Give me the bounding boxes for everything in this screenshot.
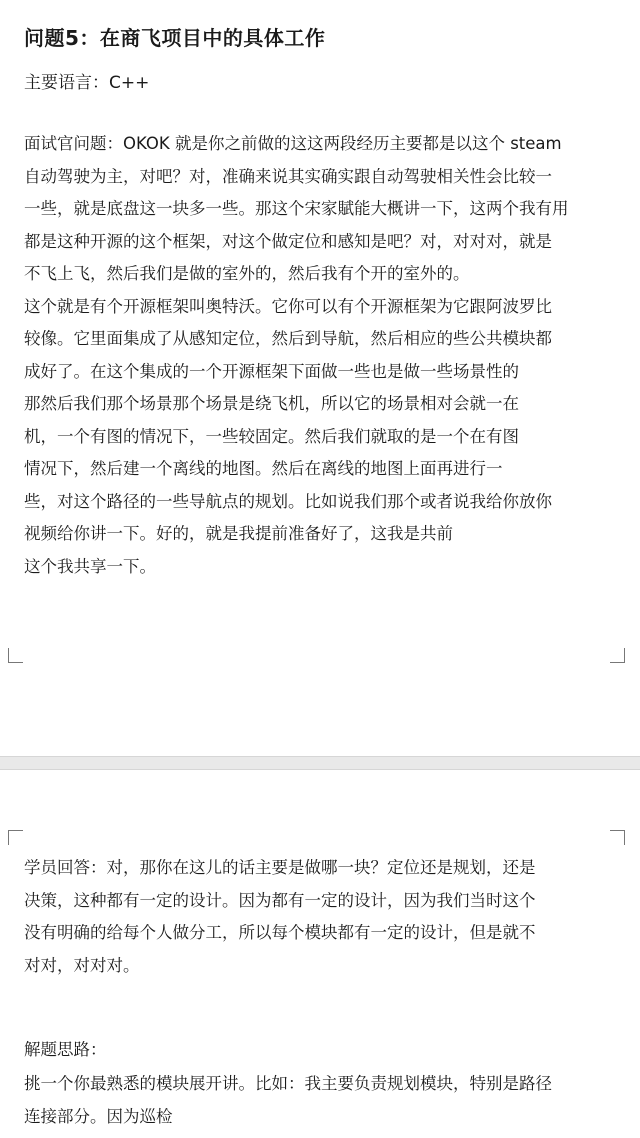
- text-line: 情况下，然后建一个离线的地图。然后在离线的地图上面再进行一: [24, 459, 503, 478]
- text-line: 学员回答：对，那你在这儿的话主要是做哪一块？定位还是规划，还是: [24, 858, 536, 877]
- solution-heading: 解题思路：: [24, 1040, 107, 1059]
- text-line: 些，对这个路径的一些导航点的规划。比如说我们那个或者说我给你放你: [24, 491, 552, 511]
- text-line: 不飞上飞，然后我们是做的室外的，然后我有个开的室外的。: [24, 264, 470, 283]
- text-line: 成好了。在这个集成的一个开源框架下面做一些也是做一些场景性的: [24, 361, 519, 381]
- text-line: 这个就是有个开源框架叫奥特沃。它你可以有个开源框架为它跟阿波罗比: [24, 296, 552, 316]
- page-corner-mark: [8, 648, 23, 663]
- text-line: 一些，就是底盘这一块多一些。那这个宋家賦能大概讲一下，这两个我有用: [24, 199, 569, 218]
- text-line: 挑一个你最熟悉的模块展开讲。比如：我主要负责规划模块，特别是路径: [24, 1074, 552, 1093]
- text-line: 视频给你讲一下。好的，就是我提前准备好了，这我是共前: [24, 524, 453, 543]
- interviewer-paragraph: [24, 128, 620, 583]
- text-line: 连接部分。因为巡检: [24, 1106, 173, 1126]
- language-label: 主要语言：C++: [24, 73, 150, 93]
- text-line: 较像。它里面集成了从感知定位，然后到导航，然后相应的些公共模块都: [24, 329, 552, 348]
- text-line: 那然后我们那个场景那个场景是绕飞机，所以它的场景相对会就一在: [24, 394, 519, 413]
- text-line: 都是这种开源的这个框架，对这个做定位和感知是吧？对，对对对，就是: [24, 231, 552, 251]
- page-corner-mark: [8, 830, 23, 845]
- page-separator: [0, 756, 640, 770]
- page-corner-mark: [610, 648, 625, 663]
- text-line: 对对，对对对。: [24, 955, 140, 975]
- text-line: 面试官问题：OKOK 就是你之前做的这这两段经历主要都是以这个 steam: [24, 134, 562, 153]
- student-answer-paragraph: [24, 852, 620, 982]
- document-page-2: [0, 770, 640, 1138]
- text-line: 机，一个有图的情况下，一些较固定。然后我们就取的是一个在有图: [24, 426, 519, 446]
- question-title: 问题5：在商飞项目中的具体工作: [24, 26, 326, 50]
- text-line: 这个我共享一下。: [24, 556, 156, 576]
- text-line: 自动驾驶为主，对吧？对，准确来说其实确实跟自动驾驶相关性会比较一: [24, 166, 552, 186]
- text-line: 没有明确的给每个人做分工，所以每个模块都有一定的设计，但是就不: [24, 923, 536, 942]
- solution-paragraph: [24, 1068, 620, 1133]
- text-line: 决策，这种都有一定的设计。因为都有一定的设计，因为我们当时这个: [24, 890, 536, 910]
- page-corner-mark: [610, 830, 625, 845]
